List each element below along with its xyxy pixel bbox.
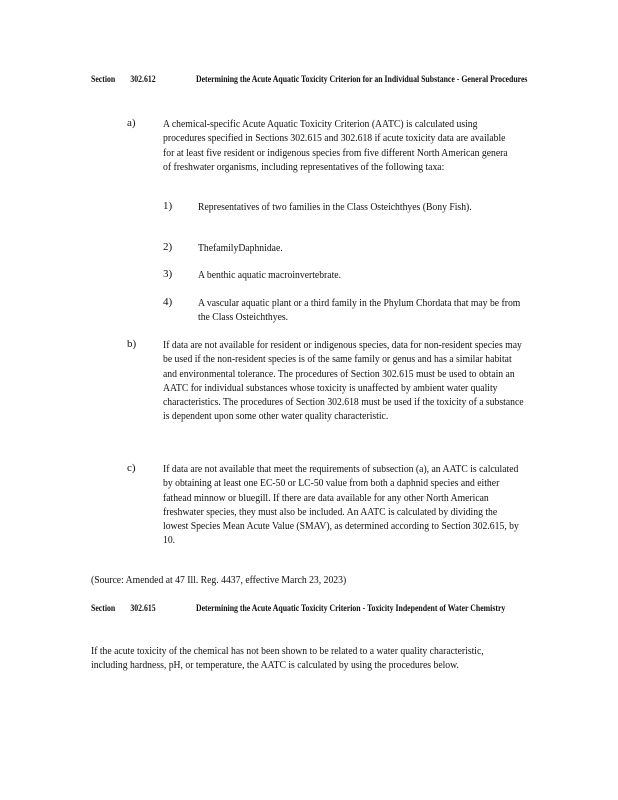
list-item-4-text: A vascular aquatic plant or a third family in the Phylum Chordata that may be from the Class Osteichthyes. xyxy=(198,297,521,324)
source-note: (Source: Amended at 47 Ill. Reg. 4437, effective March 23, 2023) xyxy=(91,574,347,586)
section-number: 302.612 xyxy=(130,75,156,85)
list-item-2-text: ThefamilyDaphnidae. xyxy=(198,242,283,254)
list-item-1-label: 1) xyxy=(163,200,173,212)
subsection-c-text: If data are not available that meet the requirements of subsection (a), an AATC is calculated by obtaining at least one EC-50 or LC-50 value from both a daphnid species and either fathead minnow or bluegill. If there are data available for any other North American freshwater species, they must also be included. An AATC is calculated by dividing the lowest Species Mean Acute Value (SMAV), as determined according to Section 302.615, by 10. xyxy=(163,463,519,547)
subsection-b-text: If data are not available for resident or indigenous species, data for non-resident species may be used if the non-resident species is of the same family or genus and has a similar habitat and environmental tolerance. The procedures of Section 302.615 must be used to obtain an AATC for individual substances whose toxicity is unaffected by ambient water quality characteristics. The procedures of Section 302.618 must be used if the toxicity of a substance is dependent upon some other water quality characteristic. xyxy=(163,339,524,423)
section-title: Determining the Acute Aquatic Toxicity Criterion - Toxicity Independent of Water Chemistry xyxy=(195,604,506,614)
subsection-a-label: a) xyxy=(127,117,136,129)
section-number: 302.615 xyxy=(130,604,156,614)
subsection-a-text: A chemical-specific Acute Aquatic Toxicity Criterion (AATC) is calculated using procedures specified in Sections 302.615 and 302.618 if acute toxicity data are available for at least five resident or indigenous species from five different North American genera of freshwater organisms, including representatives of the following taxa: xyxy=(163,118,508,173)
section-label: Section xyxy=(91,604,116,614)
list-item-3-text: A benthic aquatic macroinvertebrate. xyxy=(198,269,341,281)
list-item-2-label: 2) xyxy=(163,241,173,253)
section-label: Section xyxy=(91,75,116,85)
subsection-b-label: b) xyxy=(127,338,137,350)
section-title: Determining the Acute Aquatic Toxicity Criterion for an Individual Substance - General Procedures xyxy=(195,75,528,85)
list-item-3-label: 3) xyxy=(163,268,173,280)
list-item-4-label: 4) xyxy=(163,296,173,308)
subsection-c-label: c) xyxy=(127,462,136,474)
list-item-1-text: Representatives of two families in the Class Osteichthyes (Bony Fish). xyxy=(198,201,472,213)
body-paragraph: If the acute toxicity of the chemical has not been shown to be related to a water quality characteristic, including hardness, pH, or temperature, the AATC is calculated by using the procedures below. xyxy=(91,645,484,672)
